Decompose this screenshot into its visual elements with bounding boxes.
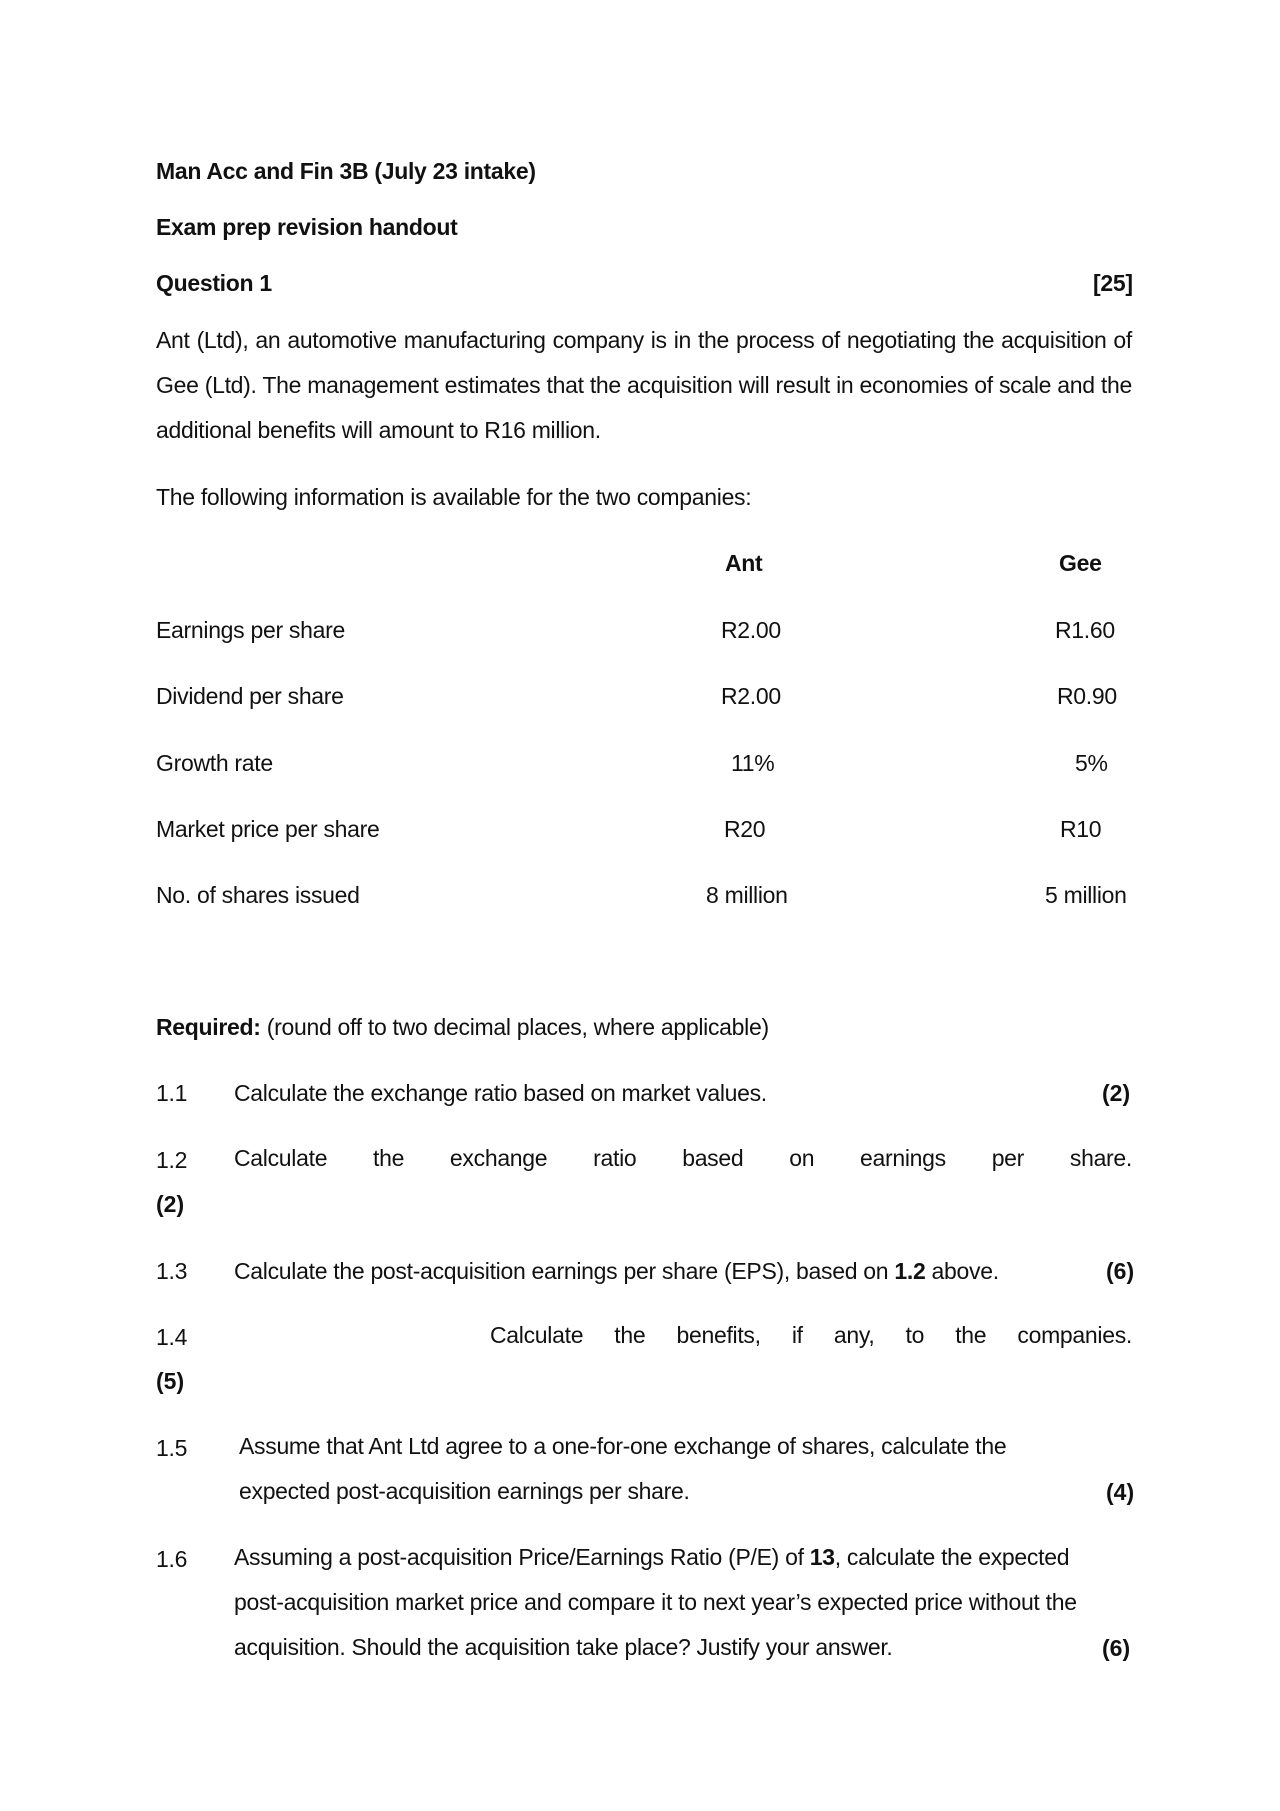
- required-note: (round off to two decimal places, where applicable): [260, 1014, 769, 1040]
- item-number: 1.1: [156, 1080, 188, 1106]
- ant-value: R20: [724, 816, 766, 842]
- gee-value: 5 million: [1045, 882, 1127, 908]
- gee-value: R10: [1060, 816, 1102, 842]
- ant-value: R2.00: [721, 683, 781, 709]
- row-label: Market price per share: [156, 816, 380, 842]
- required-label: Required:: [156, 1014, 261, 1040]
- row-label: No. of shares issued: [156, 882, 360, 908]
- item-number: 1.5: [156, 1435, 188, 1461]
- item-reference: 1.2: [894, 1258, 926, 1284]
- item-number: 1.4: [156, 1324, 188, 1350]
- item-marks: (2): [156, 1191, 185, 1217]
- ant-value: 11%: [731, 750, 775, 776]
- column-header-gee: Gee: [1059, 550, 1102, 576]
- row-label: Growth rate: [156, 750, 273, 776]
- row-label: Earnings per share: [156, 617, 345, 643]
- column-header-ant: Ant: [725, 550, 763, 576]
- item-number: 1.6: [156, 1546, 188, 1572]
- item-text: Assuming a post-acquisition Price/Earnings Ratio (P/E) of 13, calculate the expected post-acquisition market price and compare it to next year’s expected price without the acquisition. Should the acquisition take place? Justify your answer.: [234, 1544, 1077, 1660]
- ant-value: R2.00: [721, 617, 781, 643]
- course-title: Man Acc and Fin 3B (July 23 intake): [156, 158, 536, 184]
- question-title: Question 1: [156, 270, 272, 296]
- item-number: 1.2: [156, 1147, 188, 1173]
- item-text: Assume that Ant Ltd agree to a one-for-one exchange of shares, calculate the expected post-acquisition earnings per share.: [239, 1433, 1007, 1504]
- question-marks: [25]: [1093, 270, 1133, 296]
- gee-value: 5%: [1075, 750, 1108, 776]
- ant-value: 8 million: [706, 882, 788, 908]
- item-marks: (5): [156, 1368, 185, 1394]
- item-text: Calculate the post-acquisition earnings per share (EPS), based on 1.2 above.: [234, 1258, 999, 1284]
- info-line: The following information is available for the two companies:: [156, 484, 752, 510]
- required-heading: [156, 1014, 769, 1041]
- item-text: Calculate the benefits, if any, to the companies.: [490, 1322, 1132, 1348]
- item-text: Calculate the exchange ratio based on earnings per share.: [234, 1145, 1132, 1171]
- question-intro: Ant (Ltd), an automotive manufacturing company is in the process of negotiating the acquisition of Gee (Ltd). The management estimates that the acquisition will result in economies of scale and the additional benefits will amount to R16 million.: [156, 327, 1132, 443]
- item-text: Calculate the exchange ratio based on market values.: [234, 1080, 767, 1106]
- item-marks: (6): [1106, 1258, 1135, 1284]
- row-label: Dividend per share: [156, 683, 344, 709]
- item-number: 1.3: [156, 1258, 188, 1284]
- item-marks: (2): [1102, 1080, 1131, 1106]
- item-marks: (6): [1102, 1635, 1131, 1661]
- item-reference: 13: [809, 1544, 835, 1570]
- handout-subtitle: Exam prep revision handout: [156, 214, 458, 240]
- gee-value: R0.90: [1057, 683, 1117, 709]
- gee-value: R1.60: [1055, 617, 1115, 643]
- item-marks: (4): [1106, 1479, 1135, 1505]
